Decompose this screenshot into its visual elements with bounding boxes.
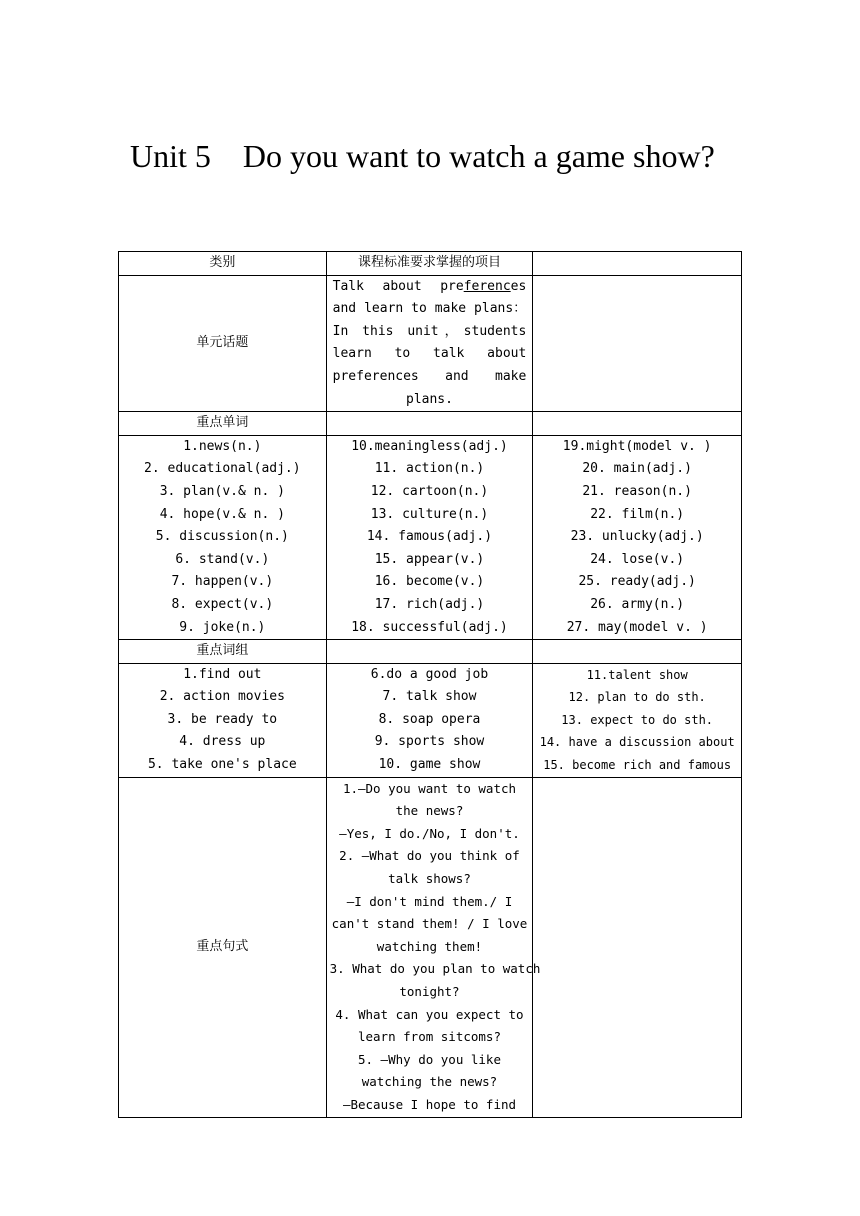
- phrase-item: 5. take one's place: [147, 757, 297, 773]
- key-words-label-row: [119, 412, 742, 436]
- key-words-row: [119, 435, 742, 639]
- header-empty: [533, 252, 742, 276]
- word-item: 19.might(model v. ): [562, 438, 712, 454]
- word-item: 27. may(model v. ): [566, 619, 708, 635]
- key-phrases-row: [119, 663, 742, 777]
- word-item: 24. lose(v.): [590, 551, 685, 567]
- key-sentences-label: 重点句式: [119, 777, 327, 1117]
- phrase-item: 11.talent show: [586, 667, 688, 682]
- word-item: 3. plan(v.& n. ): [159, 483, 285, 499]
- sentence-line: 1.—Do you want to watch: [342, 780, 517, 796]
- topic-label-text: 单元话题: [196, 335, 249, 351]
- phrase-item: 15. become rich and famous: [543, 758, 732, 773]
- word-item: 8. expect(v.): [171, 596, 274, 612]
- key-words-label-empty-3: [533, 412, 742, 436]
- key-sentences-empty: [533, 777, 742, 1117]
- word-item: 23. unlucky(adj.): [570, 529, 704, 545]
- phrase-item: 1.find out: [183, 666, 262, 682]
- key-sentences-row: [119, 777, 742, 1117]
- word-item: 18. successful(adj.): [351, 619, 508, 635]
- key-phrases-label-empty-3: [533, 640, 742, 664]
- sentence-line: talk shows?: [388, 871, 471, 887]
- phrase-item: 2. action movies: [159, 689, 285, 705]
- sentence-line: watching the news?: [361, 1074, 498, 1090]
- sentence-line: 5. —Why do you like: [357, 1051, 501, 1067]
- word-item: 5. discussion(n.): [155, 529, 289, 545]
- phrase-item: 6.do a good job: [370, 666, 489, 682]
- key-words-label-empty-2: [326, 412, 533, 436]
- key-phrases-label-empty-2: [326, 640, 533, 664]
- key-phrases-col3: [533, 663, 742, 777]
- word-item: 12. cartoon(n.): [370, 483, 489, 499]
- word-item: 17. rich(adj.): [374, 596, 485, 612]
- topic-label: [119, 275, 327, 412]
- header-category: 类别: [119, 252, 327, 276]
- sentence-line: 2. —What do you think of: [339, 848, 520, 864]
- word-item: 21. reason(n.): [582, 483, 692, 499]
- sentence-line: learn from sitcoms?: [357, 1029, 501, 1045]
- phrase-item: 14. have a discussion about: [539, 735, 735, 750]
- word-item: 26. army(n.): [590, 596, 685, 612]
- key-phrases-col1: [119, 663, 327, 777]
- word-item: 22. film(n.): [590, 506, 685, 522]
- vocabulary-table: [118, 251, 742, 1118]
- key-words-label: 重点单词: [119, 412, 327, 436]
- key-phrases-label: 重点词组: [119, 640, 327, 664]
- sentence-line: can't stand them! / I love: [331, 916, 528, 932]
- phrase-item: 3. be ready to: [167, 711, 278, 727]
- word-item: 15. appear(v.): [374, 551, 485, 567]
- word-item: 6. stand(v.): [175, 551, 270, 567]
- phrase-item: 9. sports show: [374, 734, 485, 750]
- topic-description: [326, 275, 533, 412]
- word-item: 14. famous(adj.): [366, 529, 493, 545]
- topic-empty: [533, 275, 742, 412]
- sentence-line: —I don't mind them./ I: [346, 893, 513, 909]
- sentence-line: the news?: [395, 803, 464, 819]
- table-header-row: [119, 252, 742, 276]
- word-item: 20. main(adj.): [582, 461, 692, 477]
- phrase-item: 13. expect to do sth.: [561, 712, 714, 727]
- key-phrases-label-row: [119, 640, 742, 664]
- sentence-line: 3. What do you plan to watch: [329, 961, 541, 977]
- word-item: 16. become(v.): [374, 574, 485, 590]
- phrase-item: 8. soap opera: [378, 711, 481, 727]
- phrase-item: 4. dress up: [179, 734, 266, 750]
- topic-row: [119, 275, 742, 412]
- topic-text-post: es and learn to make plans：In this unit，students learn to talk about preferences and make plans.: [332, 278, 527, 407]
- key-words-col2: [326, 435, 533, 639]
- key-phrases-col2: [326, 663, 533, 777]
- word-item: 1.news(n.): [183, 438, 262, 454]
- sentence-line: —Yes, I do./No, I don't.: [339, 825, 520, 841]
- word-item: 9. joke(n.): [179, 619, 266, 635]
- word-item: 25. ready(adj.): [578, 574, 696, 590]
- sentence-line: watching them!: [376, 938, 483, 954]
- word-item: 10.meaningless(adj.): [351, 438, 508, 454]
- key-words-col1: [119, 435, 327, 639]
- topic-text-pre: Talk about pre: [332, 278, 464, 294]
- header-requirements: 课程标准要求掌握的项目: [326, 252, 533, 276]
- sentence-line: 4. What can you expect to: [335, 1006, 524, 1022]
- key-words-col3: [533, 435, 742, 639]
- topic-text-underlined: ferenc: [463, 278, 511, 294]
- sentence-line: —Because I hope to find: [342, 1096, 517, 1112]
- phrase-item: 7. talk show: [382, 689, 477, 705]
- word-item: 2. educational(adj.): [144, 461, 301, 477]
- key-sentences-col2: [326, 777, 541, 1117]
- word-item: 11. action(n.): [374, 461, 485, 477]
- word-item: 4. hope(v.& n. ): [159, 506, 285, 522]
- phrase-item: 10. game show: [378, 757, 481, 773]
- phrase-item: 12. plan to do sth.: [568, 690, 706, 705]
- sentence-line: tonight?: [399, 984, 460, 999]
- word-item: 7. happen(v.): [171, 574, 274, 590]
- word-item: 13. culture(n.): [370, 506, 489, 522]
- page-title: Unit 5 Do you want to watch a game show?: [130, 138, 715, 174]
